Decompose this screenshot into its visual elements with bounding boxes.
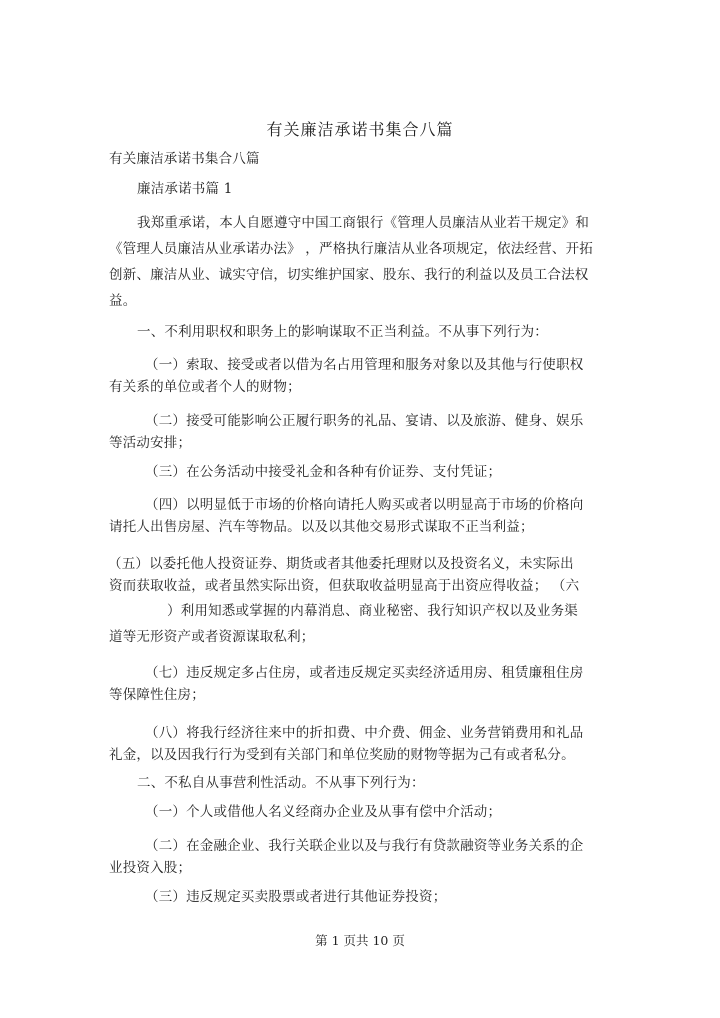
text-line: 我郑重承诺，本人自愿遵守中国工商银行《管理人员廉洁从业若干规定》和 [137, 215, 590, 231]
text-line: （三）违反规定买卖股票或者进行其他证券投资； [145, 889, 447, 905]
text-line: 有关系的单位或者个人的财物； [109, 379, 301, 395]
text-line: 益。 [109, 293, 137, 309]
text-line: 业投资入股； [109, 860, 192, 876]
text-line: （三）在公务活动中接受礼金和各种有价证券、支付凭证； [145, 464, 502, 480]
text-line: 《管理人员廉洁从业承诺办法》 ，严格执行廉洁从业各项规定，依法经营、开拓 [109, 241, 593, 257]
text-line: 创新、廉洁从业、诚实守信，切实维护国家、股东、我行的利益以及员工合法权 [109, 267, 589, 283]
text-line: 资而获取收益，或者虽然实际出资，但获取收益明显高于出资应得收益； （六 [109, 578, 580, 594]
text-line: （五）以委托他人投资证券、期货或者其他委托理财以及投资名义，未实际出 [108, 556, 574, 572]
text-line: 等保障性住房； [109, 687, 205, 703]
text-line: 道等无形资产或者资源谋取私利； [109, 629, 315, 645]
text-line: 一、不利用职权和职务上的影响谋取不正当利益。不从事下列行为： [137, 324, 548, 340]
text-line: （八）将我行经济往来中的折扣费、中介费、佣金、业务营销费用和礼品 [145, 725, 584, 741]
text-line: （一）个人或借他人名义经商办企业及从事有偿中介活动； [145, 804, 502, 820]
text-line: （四）以明显低于市场的价格向请托人购买或者以明显高于市场的价格向 [145, 497, 584, 513]
text-line: （七）违反规定多占住房，或者违反规定买卖经济适用房、租赁廉租住房 [145, 665, 584, 681]
text-line: ）利用知悉或掌握的内幕消息、商业秘密、我行知识产权以及业务渠 [167, 603, 578, 619]
text-line: 二、不私自从事营利性活动。不从事下列行为： [137, 775, 425, 791]
section-heading: 廉洁承诺书篇 1 [137, 181, 233, 197]
page-footer: 第 1 页共 10 页 [315, 933, 405, 948]
document-title: 有关廉洁承诺书集合八篇 [266, 120, 454, 139]
text-line: 等活动安排； [109, 435, 192, 451]
text-line: （二）接受可能影响公正履行职务的礼品、宴请、以及旅游、健身、娱乐 [145, 413, 584, 429]
text-line: 礼金，以及因我行行为受到有关部门和单位奖励的财物等据为己有或者私分。 [109, 747, 575, 763]
text-line: 请托人出售房屋、汽车等物品。以及以其他交易形式谋取不正当利益； [109, 519, 534, 535]
text-line: （二）在金融企业、我行关联企业以及与我行有贷款融资等业务关系的企 [145, 838, 584, 854]
document-subtitle: 有关廉洁承诺书集合八篇 [109, 151, 260, 167]
text-line: （一）索取、接受或者以借为名占用管理和服务对象以及其他与行使职权 [145, 357, 584, 373]
